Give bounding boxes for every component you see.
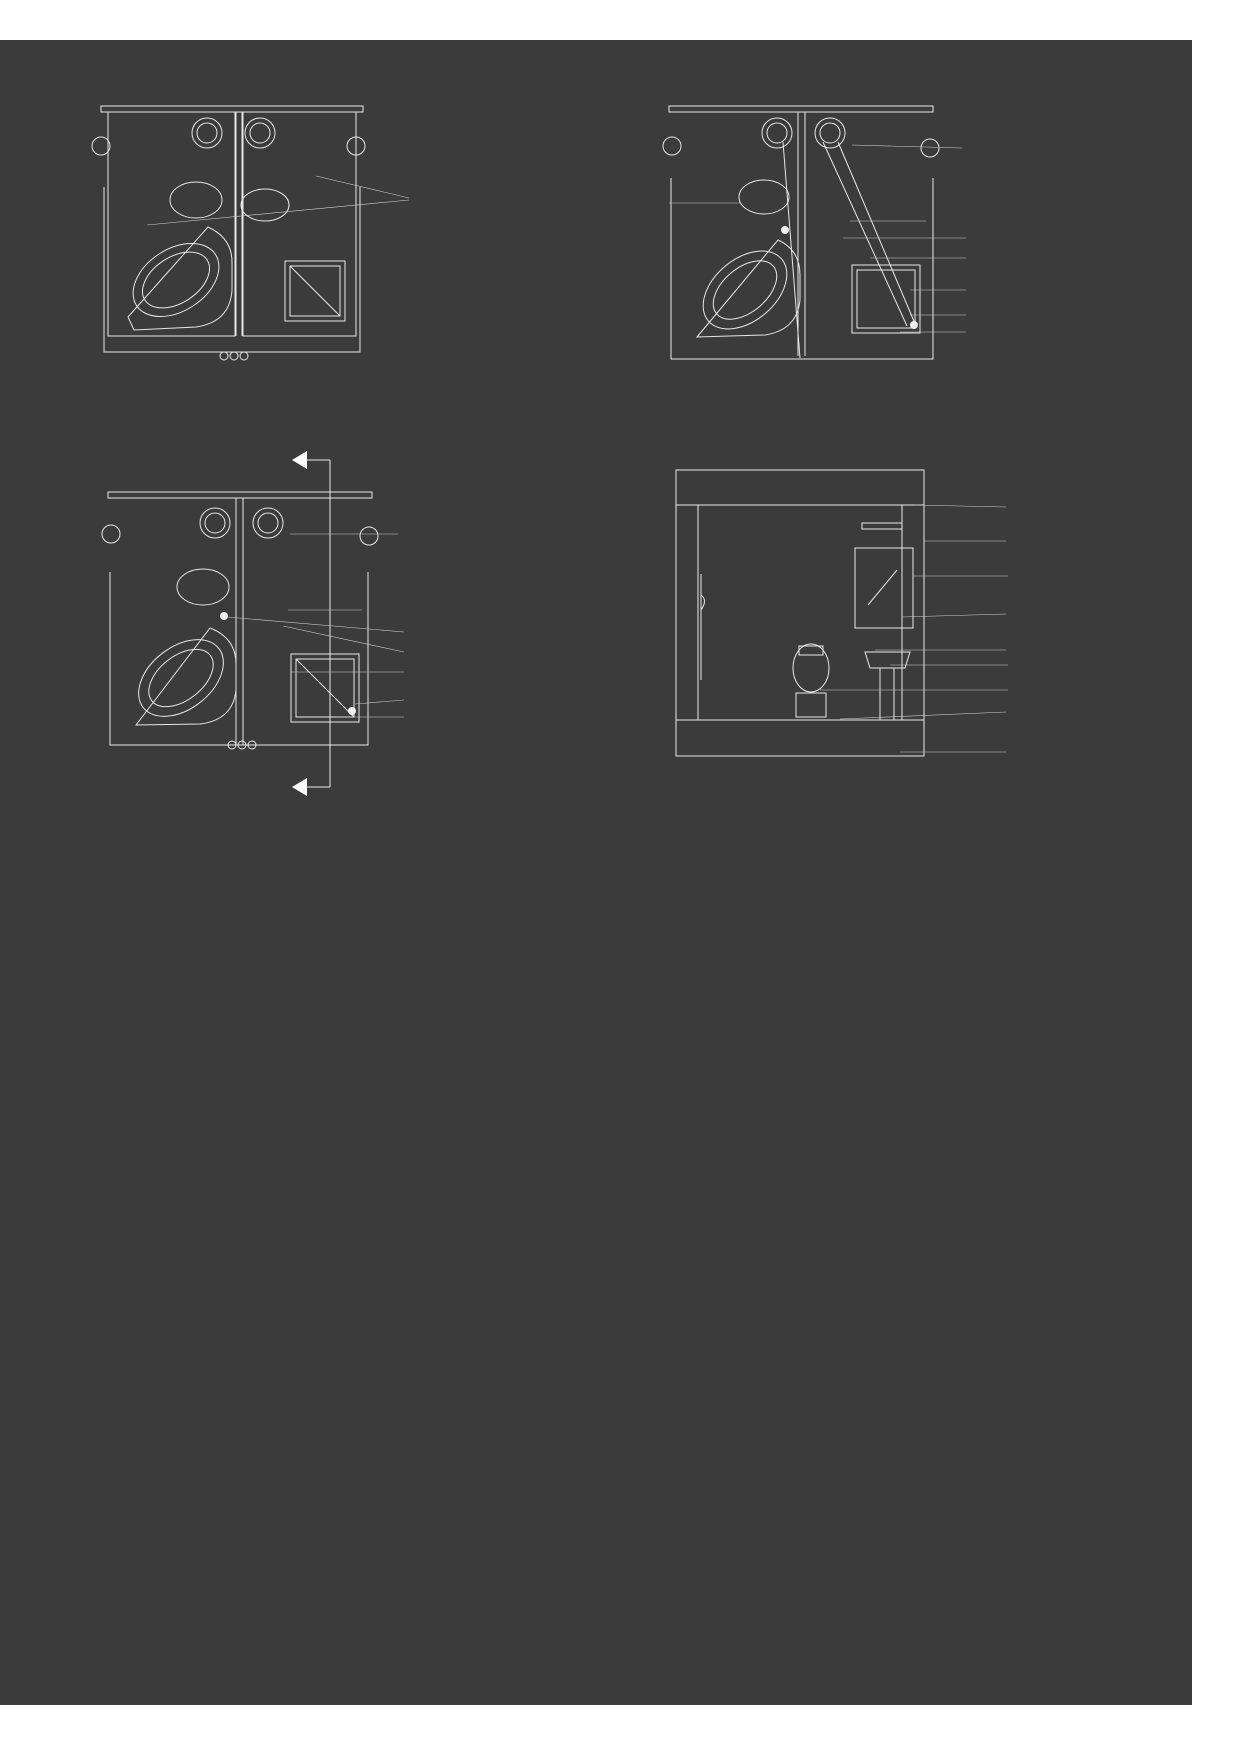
bathtub-icon [120, 227, 233, 332]
toilet-flooring-plan [92, 106, 409, 360]
commode-icon [241, 189, 289, 221]
section-aa [676, 470, 1008, 756]
commode-icon [170, 182, 222, 218]
wash-basin-icon [865, 652, 910, 720]
shower-icon [701, 574, 705, 680]
commode-icon [793, 644, 829, 717]
top-wall [101, 106, 363, 112]
mirror-icon [855, 548, 913, 628]
toilet-services-plan [663, 106, 966, 359]
toilet-layout-plan [102, 451, 404, 796]
right-room-tiles [243, 112, 356, 336]
door-tag-icon [92, 137, 110, 155]
